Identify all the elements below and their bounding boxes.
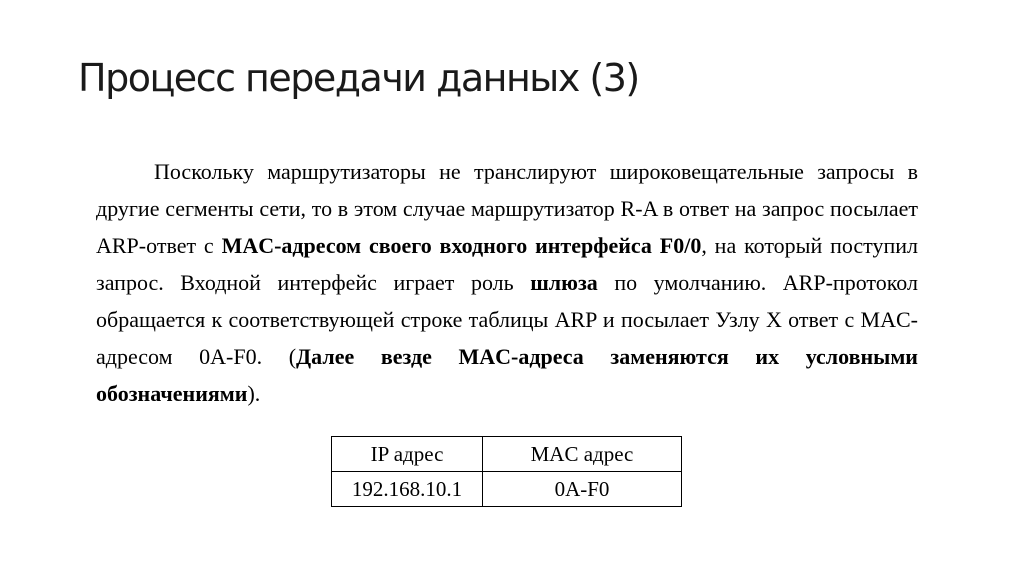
cell-ip-address: 192.168.10.1 bbox=[332, 472, 483, 507]
paragraph-bold-note: Далее везде MAC-адреса заменяются их условными обозначениями bbox=[96, 344, 918, 406]
paragraph-text-4: ). bbox=[247, 381, 261, 406]
column-header-ip: IP адрес bbox=[332, 437, 483, 472]
table-header-row bbox=[332, 437, 682, 472]
arp-table bbox=[331, 436, 682, 507]
slide-title: Процесс передачи данных (3) bbox=[78, 56, 639, 100]
body-paragraph bbox=[96, 153, 918, 412]
paragraph-text-1: Поскольку маршрутизаторы не транслируют широковещательные запросы в другие сегменты сети, то в этом случае маршрутизатор R-A в ответ на запрос посылает ARP-ответ с bbox=[96, 159, 918, 258]
paragraph-bold-mac-interface: MAC-адресом своего входного интерфейса F0/0 bbox=[221, 233, 702, 258]
paragraph-text-3: по умолчанию. ARP-протокол обращается к соответствующей строке таблицы ARP и посылает Узлу X ответ с MAC-адресом 0A-F0. ( bbox=[96, 270, 918, 369]
table-row bbox=[332, 472, 682, 507]
cell-mac-address: 0A-F0 bbox=[483, 472, 682, 507]
column-header-mac: MAC адрес bbox=[483, 437, 682, 472]
paragraph-bold-gateway: шлюза bbox=[530, 270, 598, 295]
paragraph-text-2: , на который поступил запрос. Входной интерфейс играет роль bbox=[96, 233, 919, 295]
